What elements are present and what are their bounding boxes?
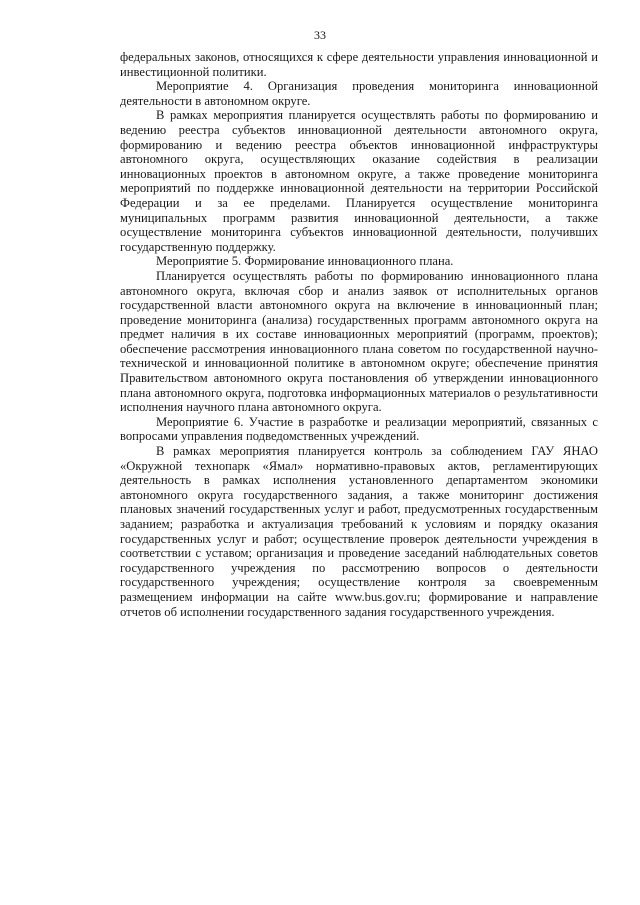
page-number: 33	[314, 28, 326, 42]
heading-measure-5: Мероприятие 5. Формирование инновационного плана.	[156, 254, 454, 269]
document-body	[120, 50, 598, 619]
paragraph-measure-6-description: В рамках мероприятия планируется контроль за соблюдением ГАУ ЯНАО «Окружной технопарк «Ямал» нормативно-правовых актов, регламентирующих деятельность в рамках исполнения установленного департаментом экономики автономного округа государственного задания, а также мониторинг достижения плановых значений государственных услуг и работ, предусмотренных государственным заданием; разработка и актуализация требований к условиям и порядку оказания государственных услуг и работ; осуществление проверок деятельности учреждения в соответствии с уставом; организация и проведение заседаний наблюдательных советов государственного учреждения по рассмотрению вопросов о деятельности государственного учреждения; осуществление контроля за своевременным размещением информации на сайте www.bus.gov.ru; формирование и направление отчетов об исполнении государственного задания государственного учреждения.	[120, 444, 598, 619]
paragraph-measure-5-description: Планируется осуществлять работы по формированию инновационного плана автономного округа, включая сбор и анализ заявок от исполнительных органов государственной власти автономного округа на включение в инновационный план; проведение мониторинга (анализа) государственных программ автономного округа на предмет наличия в их составе инновационных мероприятий (программ, проектов); обеспечение рассмотрения инновационного плана советом по государственной научно-технической и инновационной политике в автономном округе; обеспечение принятия Правительством автономного округа постановления об утверждении инновационного плана автономного округа, подготовка информационных материалов о результативности исполнения научного плана автономного округа.	[120, 268, 598, 415]
paragraph-federal-laws-continuation: федеральных законов, относящихся к сфере деятельности управления инновационной и инвестиционной политики.	[120, 50, 598, 79]
heading-measure-6: Мероприятие 6. Участие в разработке и реализации мероприятий, связанных с вопросами управления подведомственных учреждений.	[120, 414, 598, 444]
paragraph-measure-4-description: В рамках мероприятия планируется осуществлять работы по формированию и ведению реестра субъектов инновационной деятельности автономного округа, формированию и ведению реестра объектов инновационной инфраструктуры автономного округа, осуществляющих оказание содействия в реализации инновационных проектов в автономном округе, а также проведение мониторинга мероприятий по поддержке инновационной деятельности на территории Российской Федерации и за ее пределами. Планируется осуществление мониторинга муниципальных программ развития инновационной деятельности, а также осуществление мониторинга субъектов инновационной деятельности, получивших государственную поддержку.	[120, 108, 598, 254]
heading-measure-4: Мероприятие 4. Организация проведения мониторинга инновационной деятельности в автономном округе.	[120, 79, 598, 108]
